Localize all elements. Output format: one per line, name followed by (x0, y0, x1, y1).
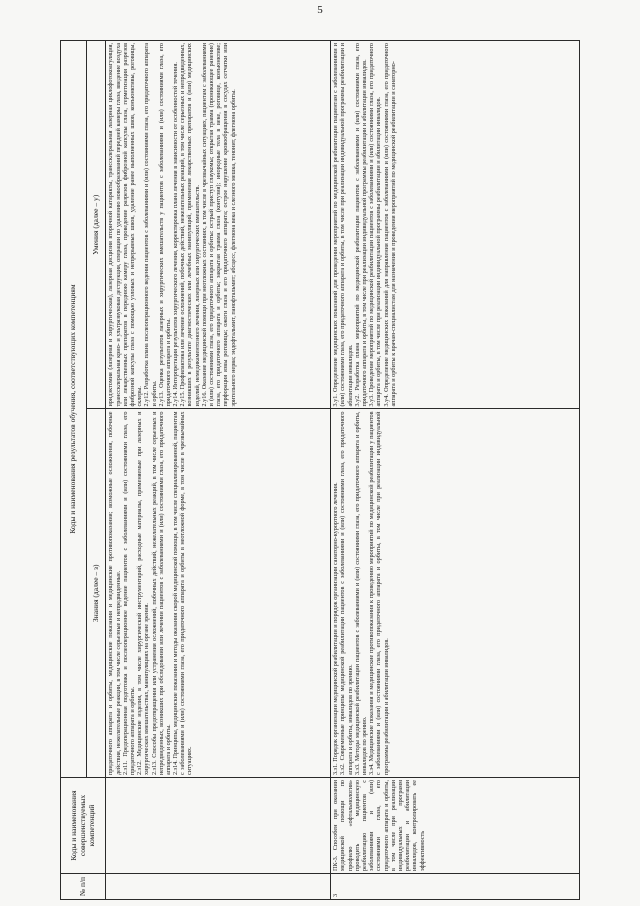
skill-item: 3.у4. Определение медицинских показаний для направления пациентов с заболеваниями и (или) состояниями глаза, его придаточного аппарата и орбиты к врачам-специалистам для назначения и проведения мероприятий по медицинской реабилитации и санаторно- (382, 43, 397, 407)
table-row (106, 41, 331, 900)
knowledge-item: 3.з3. Методы медицинской реабилитации пациентов с заболеваниями и (или) состояниями глаза, его придаточного аппарата и орбиты, инвалидов по зрению. (353, 411, 369, 775)
skill-item: 2.у13. Оценка результатов лазерных и хирургических вмешательств у пациентов с заболеваниями и (или) состояниями глаза, его придаточного аппарата и орбиты. (157, 43, 172, 407)
header-results: Коды и наименования результатов обучения, соответствующих компетенциям (61, 41, 87, 778)
skill-item: иридэктомия (лазерная и хирургическая), лазерная дисцизия вторичной катаракты, транссклеральная лазерная циклофотокоагуляция, транссклеральная крио- и ультразвуковая деструкция, операции по удалению новообразований передней камеры глаза, введение воздуха или лекарственных препаратов в переднюю камеру глаза, проведение разрезов фиброзной капсулы глаза, герметизация разрезов фиброзной капсулы глаза с помощью узловых и непрерывных швов, удаление ранее выполненных швов, конъюнктивы, роговицы, склеры. (107, 43, 144, 407)
competency-text: ПК-3. Способен при оказании медицинской помощи по профилю «офтальмология» проводить медицинскую реабилитацию пациентов с заболеваниями и (или) состояниями глаза, его придаточного аппарата и орбиты, в том числе при реализации индивидуальных программ реабилитации и абилитации инвалидов, контролировать ее эффективность (332, 780, 426, 871)
knowledge-item: придаточного аппарата и орбиты, медицинские показания и медицинские противопоказания; возможные осложнения, побочные действия, нежелательные реакции, в том числе серьезные и непредвиденные. (107, 411, 122, 775)
knowledge-item: 3.з1. Порядок организации медицинской реабилитации и порядок организации санаторно-курортного лечения. (332, 482, 340, 775)
cell-no: 3 (331, 874, 580, 900)
cell-skills (106, 41, 331, 410)
skill-item: 2.у15. Профилактика или лечение осложнений, побочных действий, нежелательных реакций, в том числе серьезных и непредвиденных, возникших в результате диагностических или лечебных манипуляций, применения лекарственных препаратов и (или) медицинских изделий, немедикаментозного лечения, лазерных или хирургических вмешательств. (179, 43, 201, 407)
header-skills: Умения (далее – у) (86, 41, 106, 410)
skill-item: 2.у12. Разработка плана послеоперационного ведения пациентов с заболеваниями и (или) состояниями глаза, его придаточного аппарата и орбиты. (143, 43, 158, 407)
table-row (331, 41, 580, 900)
knowledge-item: 3.з2. Современные принципы медицинской реабилитации пациентов с заболеваниями и (или) состояниями глаза, его придаточного аппарата и орбиты, инвалидов по зрению. (339, 411, 354, 775)
cell-knowledge (331, 409, 580, 778)
cell-no (106, 874, 331, 900)
knowledge-item: 2.з11. Предоперационная подготовка и послеоперационное ведение пациентов с заболеваниями и (или) состояниями глаза, его придаточного аппарата и орбиты. (121, 411, 136, 775)
skill-item: 3.у1. Определение медицинских показаний для проведения мероприятий по медицинской реабилитации пациентам с заболеваниями и (или) состояниями глаза, его придаточного аппарата и орбиты, в том числе при реализации индивидуальной программы реабилитации и абилитации инвалидов. (332, 43, 354, 407)
header-no: № п/п (61, 874, 106, 900)
knowledge-item: 3.з4. Медицинские показания и медицинские противопоказания к проведению мероприятий по медицинской реабилитации у пациентов с заболеваниями и (или) состояниями глаза, его придаточного аппарата и орбиты, в том числе при реализации индивидуальной программы реабилитации и абилитации инвалидов. (368, 411, 390, 775)
table-subheader-row (86, 41, 106, 900)
knowledge-item: 2.з12. Медицинские изделия, в том числе хирургический инструментарий, расходные материалы, применяемые при лазерных и хирургических вмешательствах, манипуляциях на органе зрения. (136, 411, 151, 775)
cell-skills (331, 41, 580, 410)
competencies-table (60, 40, 580, 900)
skill-item: 3.у2. Разработка плана мероприятий по медицинской реабилитации пациентов с заболеваниями и (или) состояниями глаза, его придаточного аппарата и орбиты, в том числе при реализации индивидуальной программы реабилитации и абилитации инвалидов. (353, 43, 369, 407)
cell-code (106, 778, 331, 874)
rotated-table-scan (60, 40, 580, 900)
cell-knowledge (106, 409, 331, 778)
knowledge-item: 2.з13. Способы предотвращения или устранения осложнений, побочных действий, нежелательных реакций, в том числе серьезных и непредвиденных, возникших при обследовании или лечении пациентов с заболеваниями и (или) состояниями глаза, его придаточного аппарата и орбиты. (150, 411, 172, 775)
header-code: Коды и наименования совершенствуемых компетенций (61, 778, 106, 874)
skill-item: 3.у3. Проведение мероприятий по медицинской реабилитации пациентов с заболеваниями и (или) состояниями глаза, его придаточного аппарата и орбиты, в том числе при реализации индивидуальной программы реабилитации и абилитации инвалидов. (368, 43, 383, 407)
cell-code (331, 778, 580, 874)
page-number: 5 (317, 4, 323, 16)
table-header-row (61, 41, 87, 900)
header-knowledge: Знания (далее – з) (86, 409, 106, 778)
skill-item: 2.у14. Интерпретация результатов хирургического лечения, корректировка плана лечения в зависимости от особенностей течения. (172, 62, 180, 407)
knowledge-item: 2.з14. Принципы, медицинские показания и методы оказания скорой медицинской помощи, в том числе специализированной, пациентам с заболеваниями и (или) состояниями глаза, его придаточного аппарата и орбиты в неотложной форме, в том числе в чрезвычайных ситуациях. (172, 411, 194, 775)
skill-item: 2.у16. Оказание медицинской помощи при неотложных состояниях, в том числе в чрезвычайных ситуациях, пациентам с заболеваниями и (или) состояниями глаза, его придаточного аппарата и орбиты: острый приступ глаукомы; открытая травма (проникающее ранение) глаза, его придаточного аппарата и орбиты; закрытая травма глаза (контузия); инородные тела в веке, роговице, конъюнктиве; перфорация язвы роговицы; ожоги глаза и его придаточного аппарата; острое нарушение кровообращения в сосудах сетчатки или зрительного нерва; эндофтальмит, панофтальмит; абсцесс, флегмона века и слезного мешка, тенонит, флегмона орбиты. (200, 43, 237, 407)
